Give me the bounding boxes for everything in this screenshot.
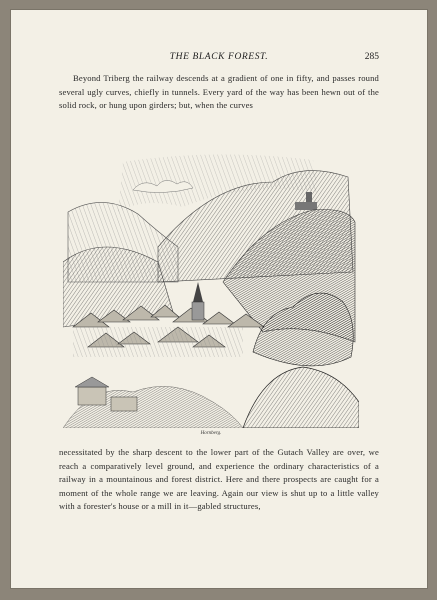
figure-caption: Hornberg. (200, 431, 222, 436)
engraving-illustration (63, 152, 359, 436)
page-number: 285 (364, 52, 379, 62)
paragraph-top: Beyond Triberg the railway descends at a gradient of one in fifty, and passes round several ugly curves, chiefly in tunnels. Every yard of the way has been hewn out of the solid rock, or hung upon girders; but, when the curves (59, 73, 379, 111)
page-title: THE BLACK FOREST. (169, 52, 269, 62)
running-head (11, 52, 427, 66)
book-page (11, 10, 427, 588)
hornberg-engraving (63, 152, 359, 428)
paragraph-bottom: necessitated by the sharp descent to the lower part of the Gutach Valley are over, we reach a comparatively level ground, and experience the ordinary characteristics of a railway in a mountainous and forest district. Here and there prospects are caught for a moment of the whole range we are leaving. Again our view is shut up to a little valley with a forester's house or a mill in it—gabled structures, (59, 447, 379, 512)
